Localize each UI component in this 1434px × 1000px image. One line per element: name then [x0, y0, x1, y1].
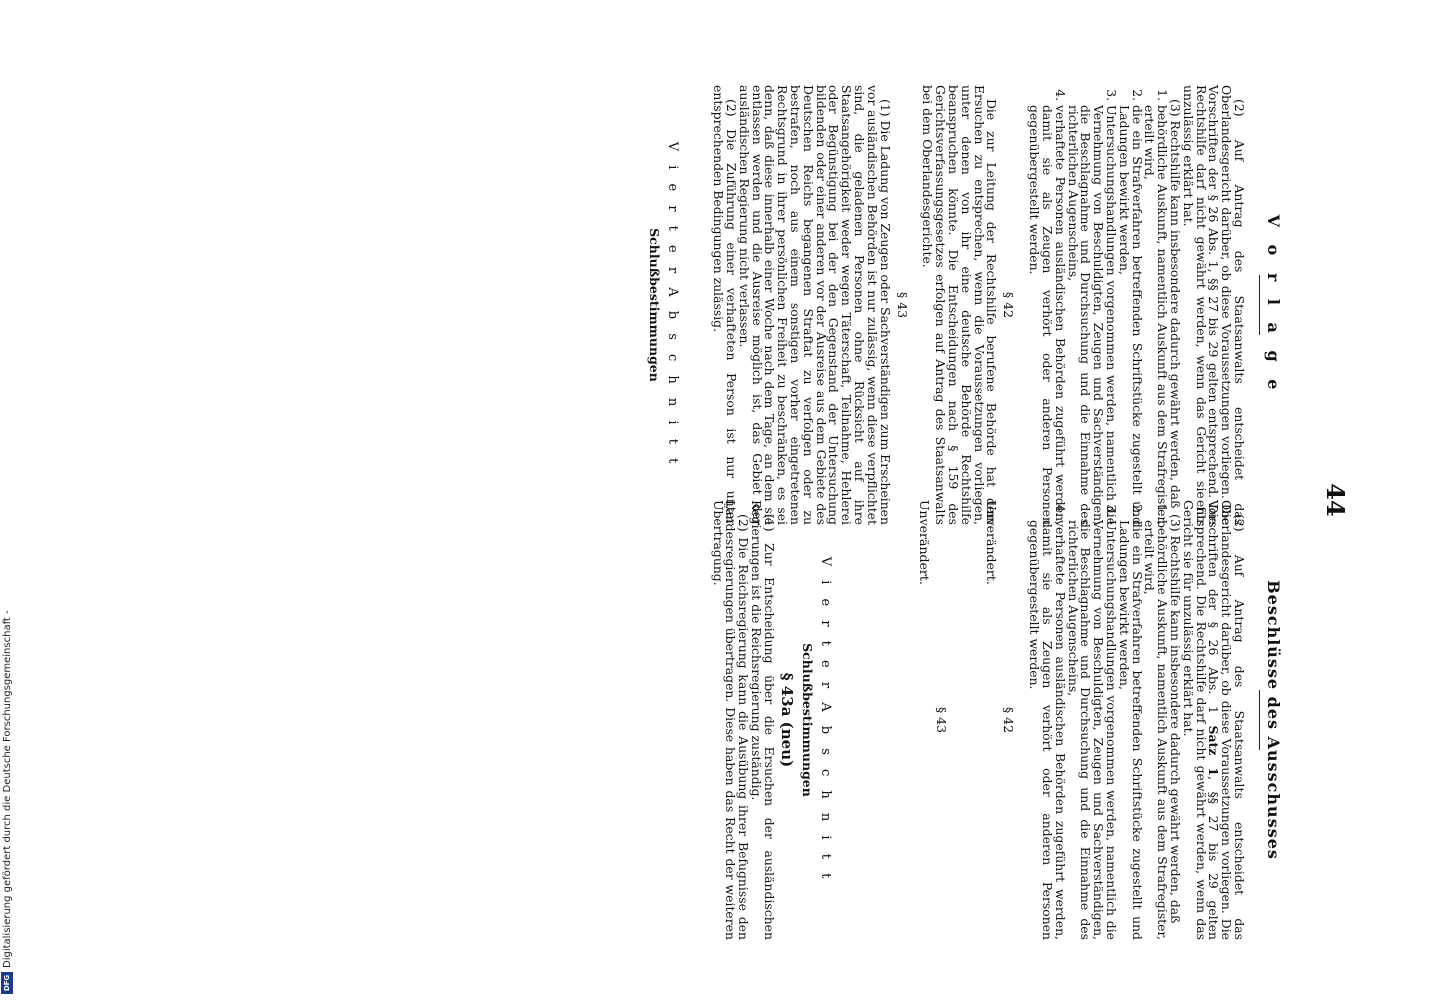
legal-assistance-list: [1027, 85, 1171, 525]
section-43-heading: § 43: [933, 706, 949, 734]
paragraph-3: (3) Rechtshilfe kann insbesondere dadurch gewährt werden, daß: [1168, 514, 1184, 924]
column-header-vorlage: V o r l a g e: [1264, 214, 1283, 396]
list-item: 2. die ein Strafverfahren betreffenden Schriftstücke zugestellt und Ladungen bewirkt werden,: [1117, 520, 1143, 940]
section-divider-heading: V i e r t e r A b s c h n i t t: [817, 556, 833, 884]
list-item: 4. verhaftete Personen ausländischen Behörden zugeführt werden, damit sie als Zeugen verhört oder anderen Personen gegenübergestellt werden.: [1027, 105, 1065, 525]
dfg-logo: DFG: [1, 972, 13, 994]
section-divider-heading: V i e r t e r A b s c h n i t t: [664, 141, 680, 469]
unchanged-note: Unverändert.: [916, 500, 932, 585]
list-item: 4. verhaftete Personen ausländischen Behörden zugeführt werden, damit sie als Zeugen verhört oder anderen Personen gegenübergestellt werden.: [1027, 520, 1065, 940]
section-43-paragraph-2: (2) Die Zuführung einer verhafteten Person ist nur unter entsprechenden Bedingungen zulässig.: [711, 85, 740, 525]
footer-credit: Digitalisierung gefördert durch die Deutsche Forschungsgemeinschaft -: [2, 610, 13, 968]
header-rule: [1259, 690, 1260, 750]
column-committee-resolutions: [711, 500, 1284, 940]
list-item: 2. die ein Strafverfahren betreffenden Schriftstücke zugestellt und Ladungen bewirkt werden,: [1117, 105, 1143, 525]
digitization-footer: [0, 0, 26, 1000]
section-42-text: Die zur Leitung der Rechtshilfe berufene Behörde hat dem Ersuchen zu entsprechen, wenn die Voraussetzungen vorliegen, unter denen von ihr eine deutsche Behörde Rechtshilfe beanspruchen könnte. Die Entscheidungen nach § 159 des Gerichtsverfassungsgesetzes erfolgen auf Antrag des Staatsanwalts bei dem Oberlandesgerichte.: [920, 85, 1000, 525]
paragraph-2: (2) Auf Antrag des Staatsanwalts entscheidet das Oberlandesgericht darüber, ob diese Voraussetzungen vorliegen. Die Vorschriften der § 26 Abs. 1, §§ 27 bis 29 gelten entsprechend. Die Rechtshilfe darf nicht gewährt werden, wenn das Gericht sie für unzulässig erklärt hat.: [1180, 85, 1247, 525]
section-42-heading: § 42: [1001, 706, 1017, 734]
section-divider-title: Schlußbestimmungen: [646, 228, 662, 382]
page-number: 44: [1321, 483, 1350, 517]
section-43-heading: § 43: [894, 291, 910, 319]
paragraph-2: (2) Auf Antrag des Staatsanwalts entscheidet das Oberlandesgericht darüber, ob diese Voraussetzungen vorliegen. Die Vorschriften der § 26 Abs. 1 Satz 1, §§ 27 bis 29 gelten entsprechend. Die Rechtshilfe darf nicht gewährt werden, wenn das Gericht sie für unzulässig erklärt hat.: [1180, 500, 1247, 940]
section-43-paragraph-1: (1) Die Ladung von Zeugen oder Sachverständigen zum Erscheinen vor ausländischen Behörden ist nur zulässig, wenn diese verpflichtet sind, die geladenen Personen ohne Rücksicht auf ihre Staatsangehörigkeit weder wegen Täterschaft, Teilnahme, Hehlerei oder Begünstigung bei der den Gegenstand der Untersuchung bildenden oder einer anderen vor der Ausreise aus dem Gebiete des Deutschen Reichs begangenen Straftat zu verfolgen oder zu bestrafen, noch aus einem sonstigen vorher eingetretenen Rechtsgrund in ihrer persönlichen Freiheit zu beschränken, es sei denn, daß diese innerhalb einer Woche nach dem Tage, an dem sie entlassen werden und die Ausreise möglich ist, das Gebiet der ausländischen Regierung nicht verlassen.: [736, 85, 893, 525]
list-item: 1. behördliche Auskunft, namentlich Auskunft aus dem Strafregister, erteilt wird,: [1143, 520, 1169, 940]
column-vorlage: [643, 85, 1284, 525]
section-divider-title: Schlußbestimmungen: [799, 643, 815, 797]
paragraph-3: (3) Rechtshilfe kann insbesondere dadurch gewährt werden, daß: [1168, 99, 1184, 509]
section-43a-paragraph-2: (2) Die Reichsregierung kann die Ausübung ihrer Befugnisse den Landesregierungen übertragen. Diese haben das Recht der weiteren Übertragung.: [710, 500, 752, 940]
section-43a-heading: § 43a (neu): [777, 672, 796, 768]
list-item: 3. Untersuchungshandlungen vorgenommen werden, namentlich die Vernehmung von Beschuldigten, Zeugen und Sachverständigen, die Beschlagnahme und Durchsuchung und die Einnahme des richterlichen Augenscheins,: [1066, 520, 1117, 940]
header-rule: [1259, 275, 1260, 335]
list-item: 1. behördliche Auskunft, namentlich Auskunft aus dem Strafregister, erteilt wird,: [1143, 105, 1169, 525]
list-item: 3. Untersuchungshandlungen vorgenommen werden, namentlich die Vernehmung von Beschuldigten, Zeugen und Sachverständigen, die Beschlagnahme und Durchsuchung und die Einnahme des richterlichen Augenscheins,: [1066, 105, 1117, 525]
unchanged-note: Unverändert.: [984, 500, 1000, 585]
legal-assistance-list: [1027, 500, 1171, 940]
amended-text: Satz 1: [1206, 725, 1222, 776]
column-header-committee: Beschlüsse des Ausschusses: [1264, 580, 1283, 860]
section-42-heading: § 42: [1001, 291, 1017, 319]
section-43a-paragraph-1: (1) Zur Entscheidung über die Ersuchen der ausländischen Regierungen ist die Reichsregierung zuständig.: [749, 500, 777, 940]
